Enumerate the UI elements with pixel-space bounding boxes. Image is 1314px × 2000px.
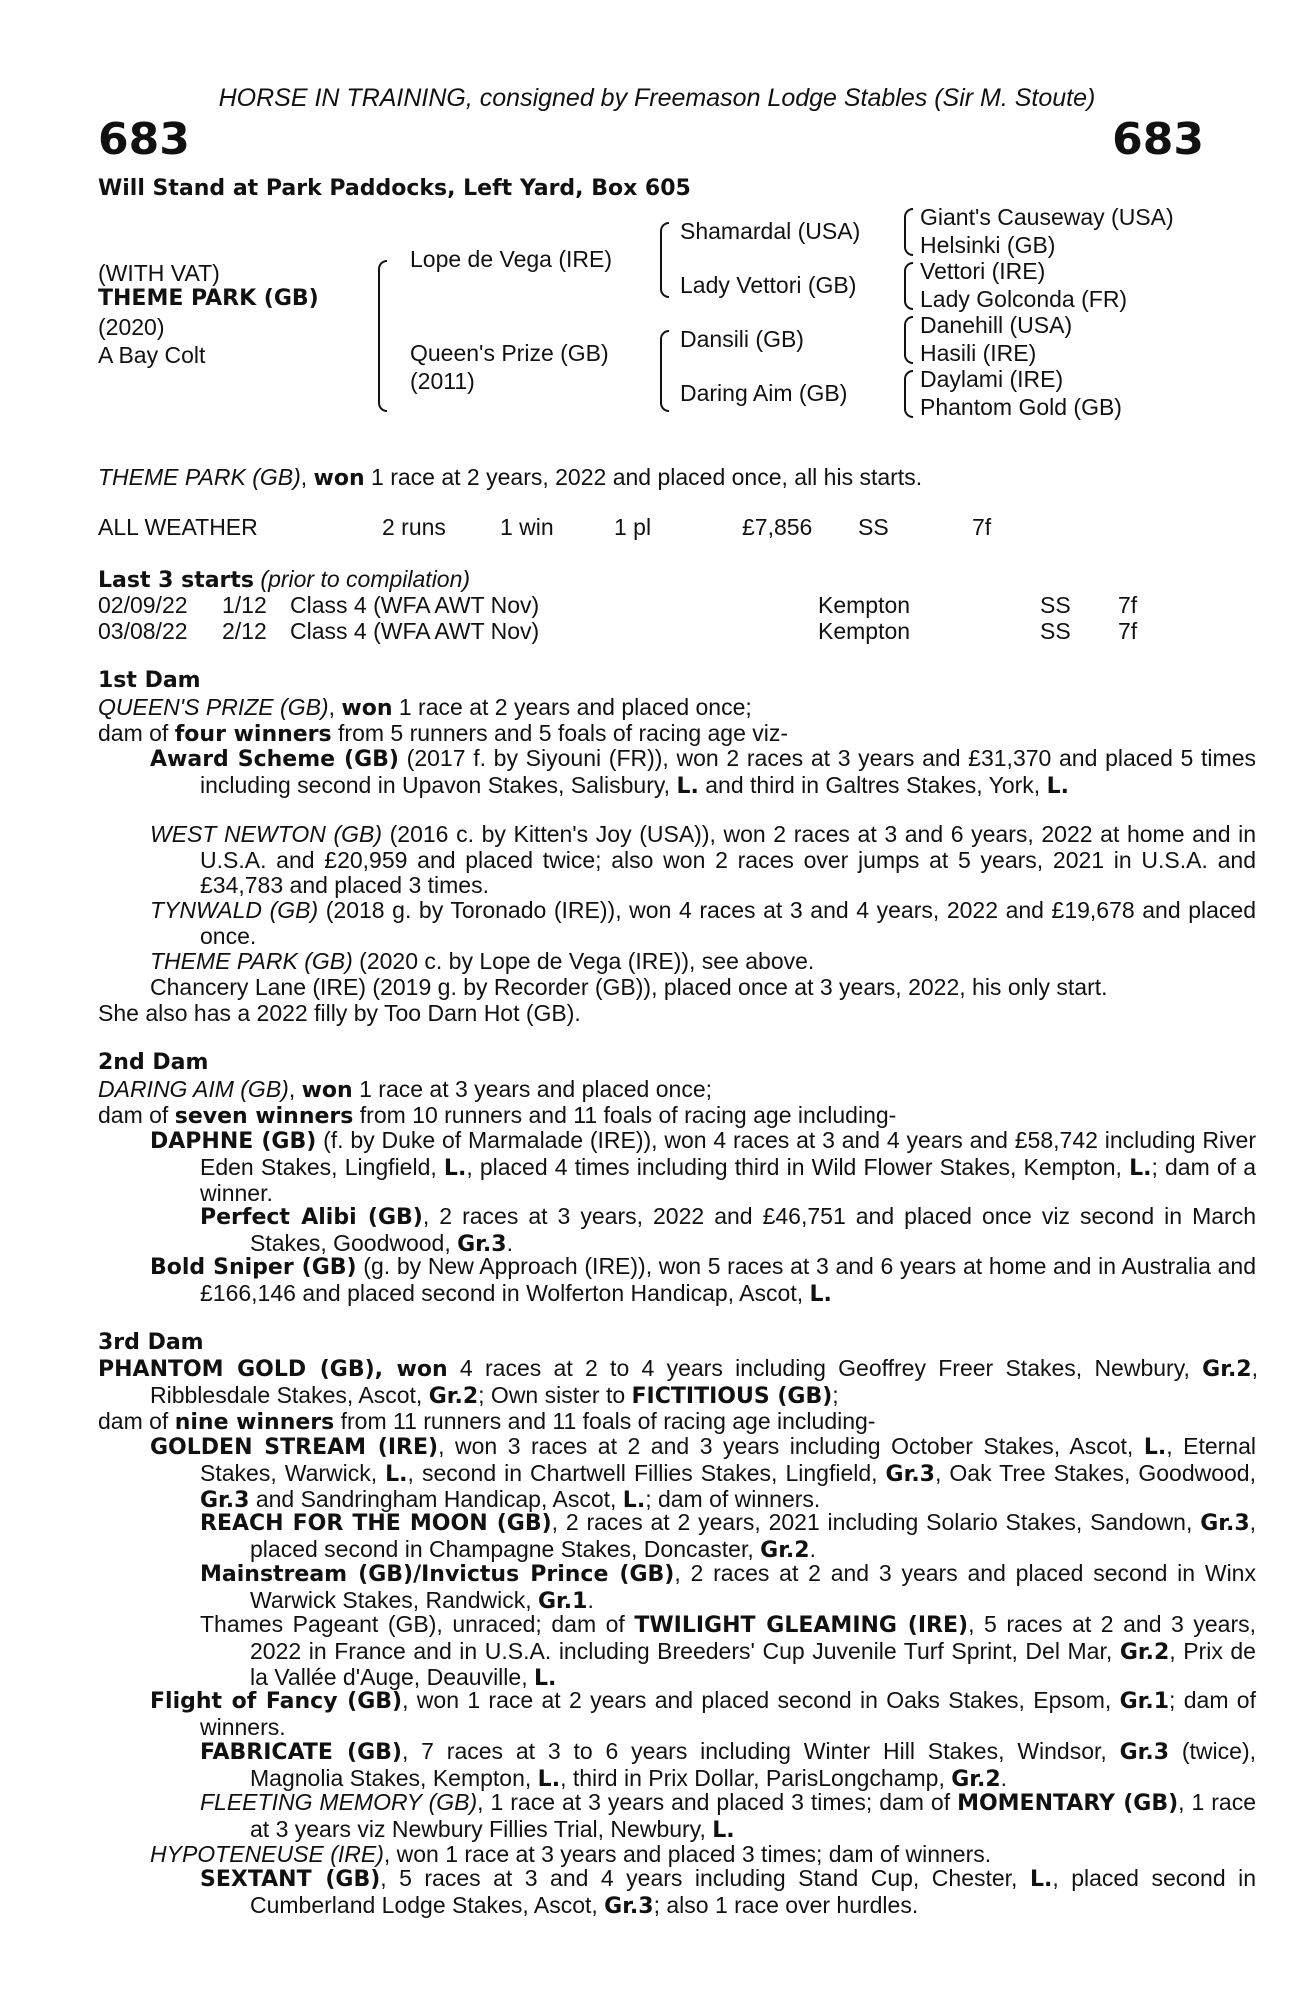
produce-entry: WEST NEWTON (GB) (2016 c. by Kitten's Joy (USA)), won 2 races at 3 and 6 years, 2022 at home and in U.S.A. and £20,959 and placed twice; also won 2 races over jumps at 5 years, 2021 in U.S.A. and £34,783 and placed 3 times. bbox=[150, 821, 1257, 898]
lot-number-right: 683 bbox=[1112, 114, 1204, 165]
brace bbox=[378, 260, 387, 412]
second-dam-produce-line: dam of seven winners from 10 runners and 11 foals of racing age including- bbox=[98, 1102, 897, 1129]
brace bbox=[904, 262, 913, 310]
brace bbox=[660, 222, 669, 298]
vat-note: (WITH VAT) bbox=[98, 260, 220, 286]
sire-dam: Lady Vettori (GB) bbox=[680, 272, 857, 298]
sire: Lope de Vega (IRE) bbox=[410, 246, 613, 272]
start-course: Kempton bbox=[818, 592, 911, 618]
start-distance: 7f bbox=[1118, 592, 1138, 618]
start-distance: 7f bbox=[1118, 618, 1138, 644]
produce-entry: GOLDEN STREAM (IRE), won 3 races at 2 and 3 years including October Stakes, Ascot, L., Eternal Stakes, Warwick, L., second in Chartwell Fillies Stakes, Lingfield, Gr.3, Oak Tree Stakes, Goodwood, Gr.3 and Sandringham Handicap, Ascot, L.; dam of winners. bbox=[150, 1433, 1256, 1513]
start-class: Class 4 (WFA AWT Nov) bbox=[290, 618, 540, 644]
produce-entry: Chancery Lane (IRE) (2019 g. by Recorder (GB)), placed once at 3 years, 2022, his only start. bbox=[150, 974, 1108, 1000]
produce-entry: FLEETING MEMORY (GB), 1 race at 3 years and placed 3 times; dam of MOMENTARY (GB), 1 race at 3 years viz Newbury Fillies Trial, Newbury, L. bbox=[200, 1789, 1257, 1843]
lot-number-left: 683 bbox=[98, 114, 190, 165]
stand-location: Will Stand at Park Paddocks, Left Yard, Box 605 bbox=[98, 176, 691, 201]
record-earnings: £7,856 bbox=[742, 514, 813, 540]
produce-entry: Thames Pageant (GB), unraced; dam of TWILIGHT GLEAMING (IRE), 5 races at 2 and 3 years, 2022 in France and in U.S.A. including Breeders' Cup Juvenile Turf Sprint, Del Mar, Gr.2, Prix de la Vallée d'Auge, Deauville, L. bbox=[200, 1611, 1257, 1691]
produce-entry: THEME PARK (GB) (2020 c. by Lope de Vega (IRE)), see above. bbox=[150, 948, 815, 974]
second-dam-heading: 2nd Dam bbox=[98, 1050, 209, 1075]
third-dam-line: PHANTOM GOLD (GB), won 4 races at 2 to 4 years including Geoffrey Freer Stakes, Newbury, Gr.2, Ribblesdale Stakes, Ascot, Gr.2; Own sister to FICTITIOUS (GB); bbox=[98, 1355, 1258, 1409]
first-dam-heading: 1st Dam bbox=[98, 668, 201, 693]
brace bbox=[904, 316, 913, 364]
produce-entry: SEXTANT (GB), 5 races at 3 and 4 years including Stand Cup, Chester, L., placed second in Cumberland Lodge Stakes, Ascot, Gr.3; also 1 race over hurdles. bbox=[200, 1865, 1256, 1919]
produce-entry: Perfect Alibi (GB), 2 races at 3 years, 2022 and £46,751 and placed once viz second in March Stakes, Goodwood, Gr.3. bbox=[200, 1203, 1256, 1257]
produce-entry: FABRICATE (GB), 7 races at 3 to 6 years including Winter Hill Stakes, Windsor, Gr.3 (twice), Magnolia Stakes, Kempton, L., third in Prix Dollar, ParisLongchamp, Gr.2. bbox=[200, 1738, 1256, 1792]
first-dam-line: QUEEN'S PRIZE (GB), won 1 race at 2 years and placed once; bbox=[98, 694, 752, 721]
horse-description: A Bay Colt bbox=[98, 342, 206, 368]
produce-entry: REACH FOR THE MOON (GB), 2 races at 2 years, 2021 including Solario Stakes, Sandown, Gr.3, placed second in Champagne Stakes, Doncaster, Gr.2. bbox=[200, 1509, 1257, 1563]
dam: Queen's Prize (GB) bbox=[410, 340, 609, 366]
produce-entry: Flight of Fancy (GB), won 1 race at 2 years and placed second in Oaks Stakes, Epsom, Gr.1; dam of winners. bbox=[150, 1687, 1256, 1740]
start-date: 03/08/22 bbox=[98, 618, 188, 644]
sd-dam: Lady Golconda (FR) bbox=[920, 286, 1128, 312]
record-distance: 7f bbox=[972, 514, 992, 540]
brace bbox=[904, 370, 913, 418]
third-dam-heading: 3rd Dam bbox=[98, 1330, 204, 1355]
record-wins: 1 win bbox=[500, 514, 554, 540]
record-placed: 1 pl bbox=[614, 514, 652, 540]
start-position: 1/12 bbox=[222, 592, 267, 618]
third-dam-produce-line: dam of nine winners from 11 runners and 11 foals of racing age including- bbox=[98, 1408, 876, 1435]
produce-entry: TYNWALD (GB) (2018 g. by Toronado (IRE)), won 4 races at 3 and 4 years, 2022 and £19,678 and placed once. bbox=[150, 897, 1256, 949]
record-surface: ALL WEATHER bbox=[98, 514, 258, 540]
ss-sire: Giant's Causeway (USA) bbox=[920, 204, 1174, 230]
brace bbox=[904, 208, 913, 256]
produce-entry: Mainstream (GB)/Invictus Prince (GB), 2 races at 2 and 3 years and placed second in Winx Warwick Stakes, Randwick, Gr.1. bbox=[200, 1560, 1256, 1614]
horse-name: THEME PARK (GB) bbox=[98, 286, 319, 311]
dam-year: (2011) bbox=[410, 368, 475, 394]
foaling-year: (2020) bbox=[98, 314, 165, 340]
dam-sire: Dansili (GB) bbox=[680, 326, 804, 352]
ss-dam: Helsinki (GB) bbox=[920, 232, 1056, 258]
produce-entry: Award Scheme (GB) (2017 f. by Siyouni (FR)), won 2 races at 3 years and £31,370 and placed 5 times including second in Upavon Stakes, Salisbury, L. and third in Galtres Stakes, York, L. bbox=[150, 745, 1256, 799]
brace bbox=[660, 330, 669, 412]
produce-note: She also has a 2022 filly by Too Darn Hot (GB). bbox=[98, 1000, 581, 1026]
record-runs: 2 runs bbox=[382, 514, 446, 540]
race-summary: THEME PARK (GB), won 1 race at 2 years, 2022 and placed once, all his starts. bbox=[98, 464, 923, 491]
start-class: Class 4 (WFA AWT Nov) bbox=[290, 592, 540, 618]
sire-sire: Shamardal (USA) bbox=[680, 218, 861, 244]
ds-dam: Hasili (IRE) bbox=[920, 340, 1037, 366]
record-going: SS bbox=[858, 514, 889, 540]
last-starts-heading: Last 3 starts (prior to compilation) bbox=[98, 566, 471, 593]
start-position: 2/12 bbox=[222, 618, 267, 644]
ds-sire: Danehill (USA) bbox=[920, 312, 1073, 338]
start-course: Kempton bbox=[818, 618, 911, 644]
dd-dam: Phantom Gold (GB) bbox=[920, 394, 1122, 420]
produce-entry: Bold Sniper (GB) (g. by New Approach (IRE)), won 5 races at 3 and 6 years at home and in Australia and £166,146 and placed second in Wolferton Handicap, Ascot, L. bbox=[150, 1253, 1256, 1307]
dd-sire: Daylami (IRE) bbox=[920, 366, 1064, 392]
sd-sire: Vettori (IRE) bbox=[920, 258, 1046, 284]
consignment-header: HORSE IN TRAINING, consigned by Freemason Lodge Stables (Sir M. Stoute) bbox=[218, 84, 1096, 112]
start-going: SS bbox=[1040, 592, 1071, 618]
produce-entry: HYPOTENEUSE (IRE), won 1 race at 3 years and placed 3 times; dam of winners. bbox=[150, 1841, 992, 1867]
start-date: 02/09/22 bbox=[98, 592, 188, 618]
second-dam-line: DARING AIM (GB), won 1 race at 3 years and placed once; bbox=[98, 1076, 713, 1103]
start-going: SS bbox=[1040, 618, 1071, 644]
first-dam-produce-line: dam of four winners from 5 runners and 5 foals of racing age viz- bbox=[98, 720, 789, 747]
dam-dam: Daring Aim (GB) bbox=[680, 380, 848, 406]
produce-entry: DAPHNE (GB) (f. by Duke of Marmalade (IRE)), won 4 races at 3 and 4 years and £58,742 including River Eden Stakes, Lingfield, L., placed 4 times including third in Wild Flower Stakes, Kempton, L.; dam of a winner. bbox=[150, 1127, 1256, 1206]
